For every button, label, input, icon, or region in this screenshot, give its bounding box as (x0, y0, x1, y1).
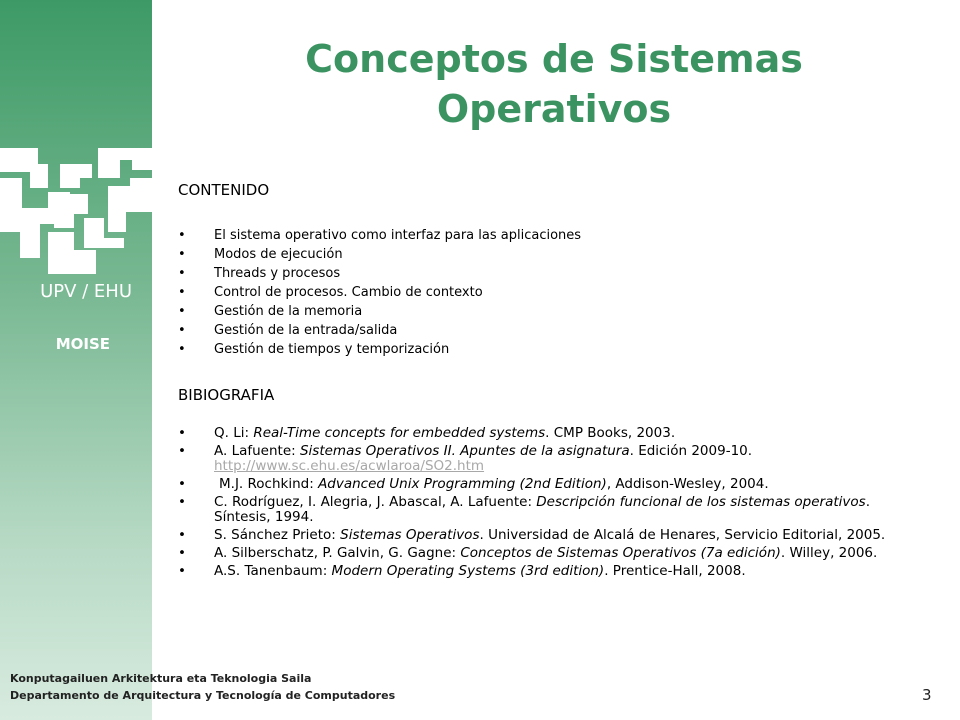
bibliography-item (178, 477, 918, 492)
footer-department-basque: Konputagailuen Arkitektura eta Teknologia Saila (10, 672, 312, 685)
reference-authors: M.J. Rochkind: (219, 476, 319, 492)
contents-item: • Modos de ejecución (178, 245, 698, 264)
bibliography-heading: BIBIOGRAFIA (178, 386, 275, 404)
contents-item: • Control de procesos. Cambio de contexto (178, 283, 698, 302)
reference-title: Advanced Unix Programming (2nd Edition) (318, 476, 607, 492)
bibliography-item (178, 546, 918, 561)
bibliography-item (178, 495, 918, 525)
bibliography-item (178, 564, 918, 579)
brand-name: UPV / EHU (40, 281, 132, 302)
reference-authors: A. Silberschatz, P. Galvin, G. Gagne: (214, 545, 461, 561)
reference-title: Descripción funcional de los sistemas operativos (536, 494, 866, 510)
reference-title: Conceptos de Sistemas Operativos (7a edición) (460, 545, 781, 561)
university-logo-icon (0, 148, 152, 274)
reference-title: Sistemas Operativos II. Apuntes de la asignatura (299, 443, 630, 459)
course-label: MOISE (55, 335, 110, 353)
reference-publisher: . Edición 2009-10. (629, 443, 753, 459)
footer-department-spanish: Departamento de Arquitectura y Tecnología de Computadores (10, 689, 396, 702)
footer (10, 670, 395, 704)
reference-publisher: , Addison-Wesley, 2004. (606, 476, 769, 492)
contents-item: • Gestión de la memoria (178, 302, 698, 321)
reference-authors: S. Sánchez Prieto: (214, 527, 341, 543)
reference-publisher: . Universidad de Alcalá de Henares, Servicio Editorial, 2005. (479, 527, 886, 543)
contents-item: • Gestión de la entrada/salida (178, 321, 698, 340)
page-number: 3 (922, 686, 932, 704)
reference-authors: A. Lafuente: (214, 443, 300, 459)
bibliography-item (178, 444, 918, 474)
reference-title: Sistemas Operativos (340, 527, 480, 543)
reference-publisher: . Prentice-Hall, 2008. (604, 563, 746, 579)
sidebar (0, 0, 152, 720)
reference-publisher: . Síntesis, 1994. (214, 494, 871, 525)
slide-title: Conceptos de Sistemas Operativos (305, 37, 803, 131)
contents-item: • Threads y procesos (178, 264, 698, 283)
reference-authors: C. Rodríguez, I. Alegria, J. Abascal, A. Lafuente: (214, 494, 537, 510)
reference-title: Modern Operating Systems (3rd edition) (331, 563, 605, 579)
reference-title: Real-Time concepts for embedded systems (253, 425, 546, 441)
bibliography-list (178, 426, 918, 582)
reference-publisher: . Willey, 2006. (780, 545, 878, 561)
bibliography-item (178, 528, 918, 543)
contents-item: • El sistema operativo como interfaz para las aplicaciones (178, 226, 698, 245)
contents-item: • Gestión de tiempos y temporización (178, 340, 698, 359)
contents-heading: CONTENIDO (178, 181, 270, 199)
bibliography-item (178, 426, 918, 441)
reference-authors: A.S. Tanenbaum: (214, 563, 332, 579)
reference-authors: Q. Li: (214, 425, 254, 441)
contents-list (178, 226, 698, 359)
reference-link[interactable]: http://www.sc.ehu.es/acwlaroa/SO2.htm (214, 458, 485, 474)
reference-publisher: . CMP Books, 2003. (545, 425, 676, 441)
